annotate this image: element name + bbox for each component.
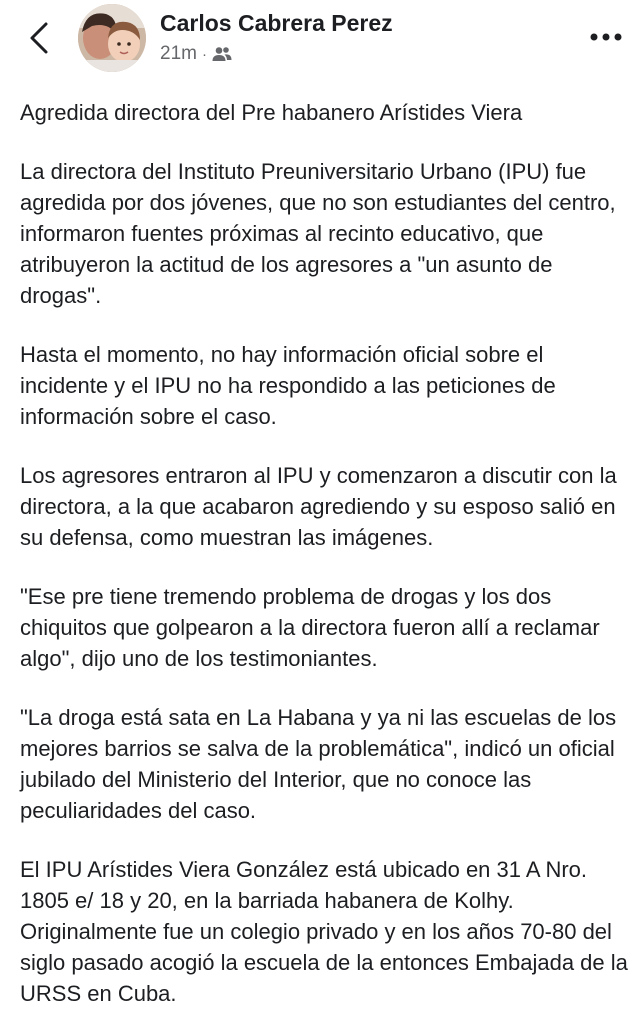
post-meta (160, 42, 232, 66)
author-avatar[interactable] (78, 4, 146, 72)
post-paragraph: Hasta el momento, no hay información oficial sobre el incidente y el IPU no ha respondido a las peticiones de información sobre el caso. (20, 342, 556, 429)
post-paragraph: La directora del Instituto Preuniversitario Urbano (IPU) fue agredida por dos jóvenes, que no son estudiantes del centro, informaron fuentes próximas al recinto educativo, que atribuyeron la actitud de los agresores a "un asunto de drogas". (20, 159, 616, 308)
post-text (20, 97, 630, 1009)
post-paragraph: "Ese pre tiene tremendo problema de drogas y los dos chiquitos que golpearon a la directora fueron allí a reclamar algo", dijo uno de los testimoniantes. (20, 584, 600, 671)
back-button[interactable] (24, 18, 54, 58)
more-options-button[interactable] (586, 22, 626, 52)
post-header (0, 0, 644, 80)
author-name[interactable]: Carlos Cabrera Perez (160, 10, 393, 36)
chevron-left-icon (28, 21, 50, 55)
post-paragraph: Los agresores entraron al IPU y comenzaron a discutir con la directora, a la que acabaron agrediendo y su esposo salió en su defensa, como muestran las imágenes. (20, 463, 617, 550)
post-paragraph: "La droga está sata en La Habana y ya ni las escuelas de los mejores barrios se salva de la problemática", indicó un oficial jubilado del Ministerio del Interior, que no conoce las peculiaridades del caso. (20, 705, 617, 823)
post-paragraph: El IPU Arístides Viera González está ubicado en 31 A Nro. 1805 e/ 18 y 20, en la barriada habanera de Kolhy. Originalmente fue un colegio privado y en los años 70-80 del siglo pasado acogió la escuela de la entonces Embajada de la URSS en Cuba. (20, 857, 628, 1006)
more-horizontal-icon (590, 33, 622, 41)
post-paragraph-title: Agredida directora del Pre habanero Arístides Viera (20, 100, 523, 125)
friends-icon[interactable] (212, 46, 232, 62)
avatar-photo (78, 4, 146, 72)
meta-separator: · (201, 45, 207, 63)
post-timestamp[interactable]: 21m (160, 43, 197, 64)
